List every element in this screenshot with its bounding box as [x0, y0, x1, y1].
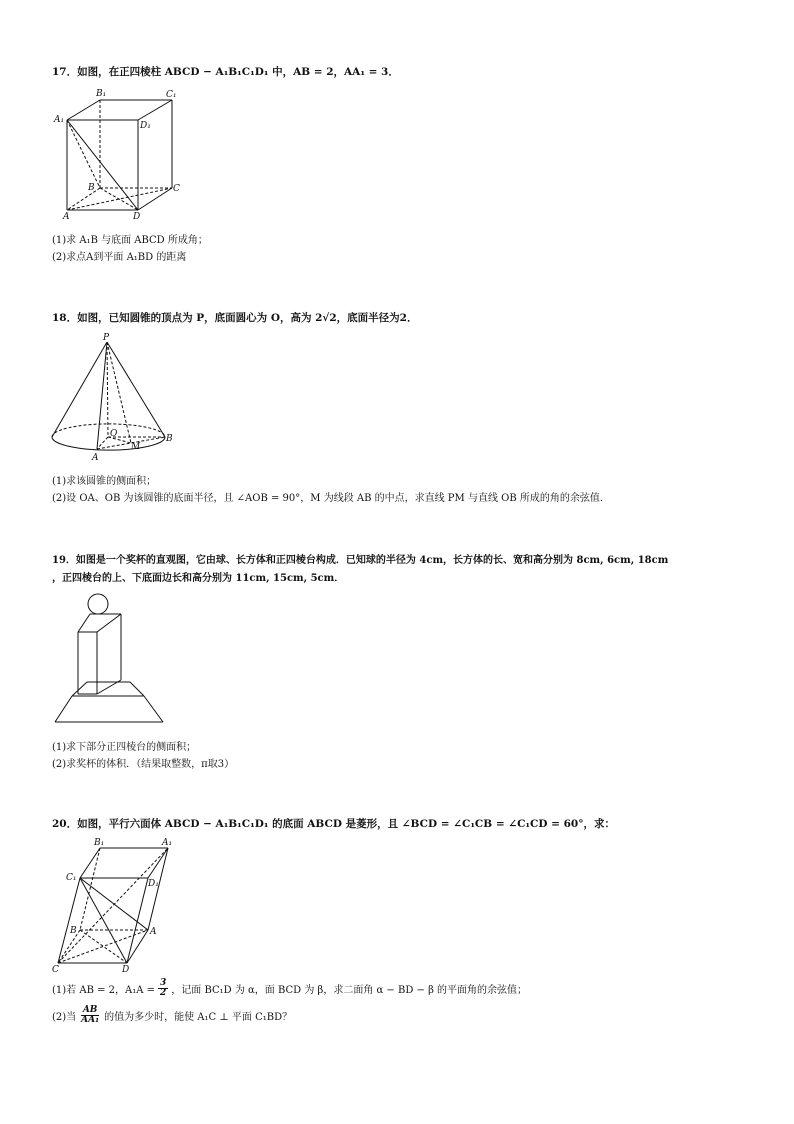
q20-label-a1: A₁ [162, 838, 173, 848]
q20-part2-denominator: AA₁ [81, 1015, 100, 1025]
q17-label-c: C [173, 184, 180, 194]
q20-part1-post: ，记面 BC₁D 为 α，面 BCD 为 β，求二面角 α − BD − β 的平面角的余弦值； [171, 985, 528, 996]
q20-label-c: C [52, 965, 59, 975]
q20-label-a: A [150, 927, 157, 937]
q18-label-p: P [103, 333, 110, 343]
q17-label-a1: A₁ [54, 115, 65, 125]
q20-part2-pre: (2)当 [52, 1012, 77, 1023]
q17-label-a: A [63, 212, 70, 222]
q20-part2-numerator: AB [82, 1005, 98, 1015]
q17-title: 17．如图，在正四棱柱 ABCD − A₁B₁C₁D₁ 中，AB = 2，AA₁ = 3． [52, 66, 399, 78]
q18-part2: (2)设 OA、OB 为该圆锥的底面半径，且 ∠AOB = 90°，M 为线段 AB 的中点，求直线 PM 与直线 OB 所成的角的余弦值． [52, 493, 610, 504]
q17-label-c1: C₁ [166, 90, 177, 100]
q20-part2-fraction [79, 1006, 101, 1025]
q20-part2-post: 的值为多少时，能使 A₁C ⊥ 平面 C₁BD？ [104, 1012, 293, 1023]
q20-title: 20．如图，平行六面体 ABCD − A₁B₁C₁D₁ 的底面 ABCD 是菱形，且 ∠BCD = ∠C₁CB = ∠C₁CD = 60°，求： [52, 818, 615, 830]
q17-part2: (2)求点A到平面 A₁BD 的距离 [52, 252, 187, 263]
q19-title-line2: ，正四棱台的上、下底面边长和高分别为 11cm, 15cm, 5cm． [52, 573, 345, 584]
q19-part2: (2)求奖杯的体积．（结果取整数，π取3） [52, 759, 235, 770]
q20-part1-pre: (1)若 AB = 2，A₁A = [52, 985, 156, 996]
q19-part1: (1)求下部分正四棱台的侧面积； [52, 742, 197, 753]
q17-label-d: D [133, 212, 141, 222]
q17-label-d1: D₁ [140, 121, 151, 131]
q20-part1-numerator: 3 [160, 978, 167, 988]
q20-part1-fraction [158, 979, 168, 998]
q18-label-o: O [110, 429, 118, 439]
q18-title: 18．如图，已知圆锥的顶点为 P，底面圆心为 O，高为 2√2，底面半径为2． [52, 312, 418, 324]
q17-label-b: B [88, 183, 95, 193]
q20-label-b: B [70, 926, 77, 936]
q18-label-m: M [131, 442, 141, 452]
q20-part1 [52, 979, 527, 998]
q18-part1: (1)求该圆锥的侧面积； [52, 476, 157, 487]
q18-label-a: A [92, 453, 99, 463]
q17-label-b1: B₁ [96, 89, 107, 99]
q20-part1-denominator: 2 [160, 988, 167, 998]
q19-title-line1: 19．如图是一个奖杯的直观图，它由球、长方体和正四棱台构成．已知球的半径为 4cm，长方体的长、宽和高分别为 8cm, 6cm, 18cm [52, 555, 669, 566]
q20-part2 [52, 1006, 292, 1025]
q20-label-b1: B₁ [94, 838, 105, 848]
q20-label-d: D [122, 965, 130, 975]
q20-label-d1: D₁ [148, 879, 159, 889]
q20-label-c1: C₁ [66, 873, 77, 883]
q18-label-b: B [166, 434, 173, 444]
q17-part1: (1)求 A₁B 与底面 ABCD 所成角； [52, 235, 208, 246]
